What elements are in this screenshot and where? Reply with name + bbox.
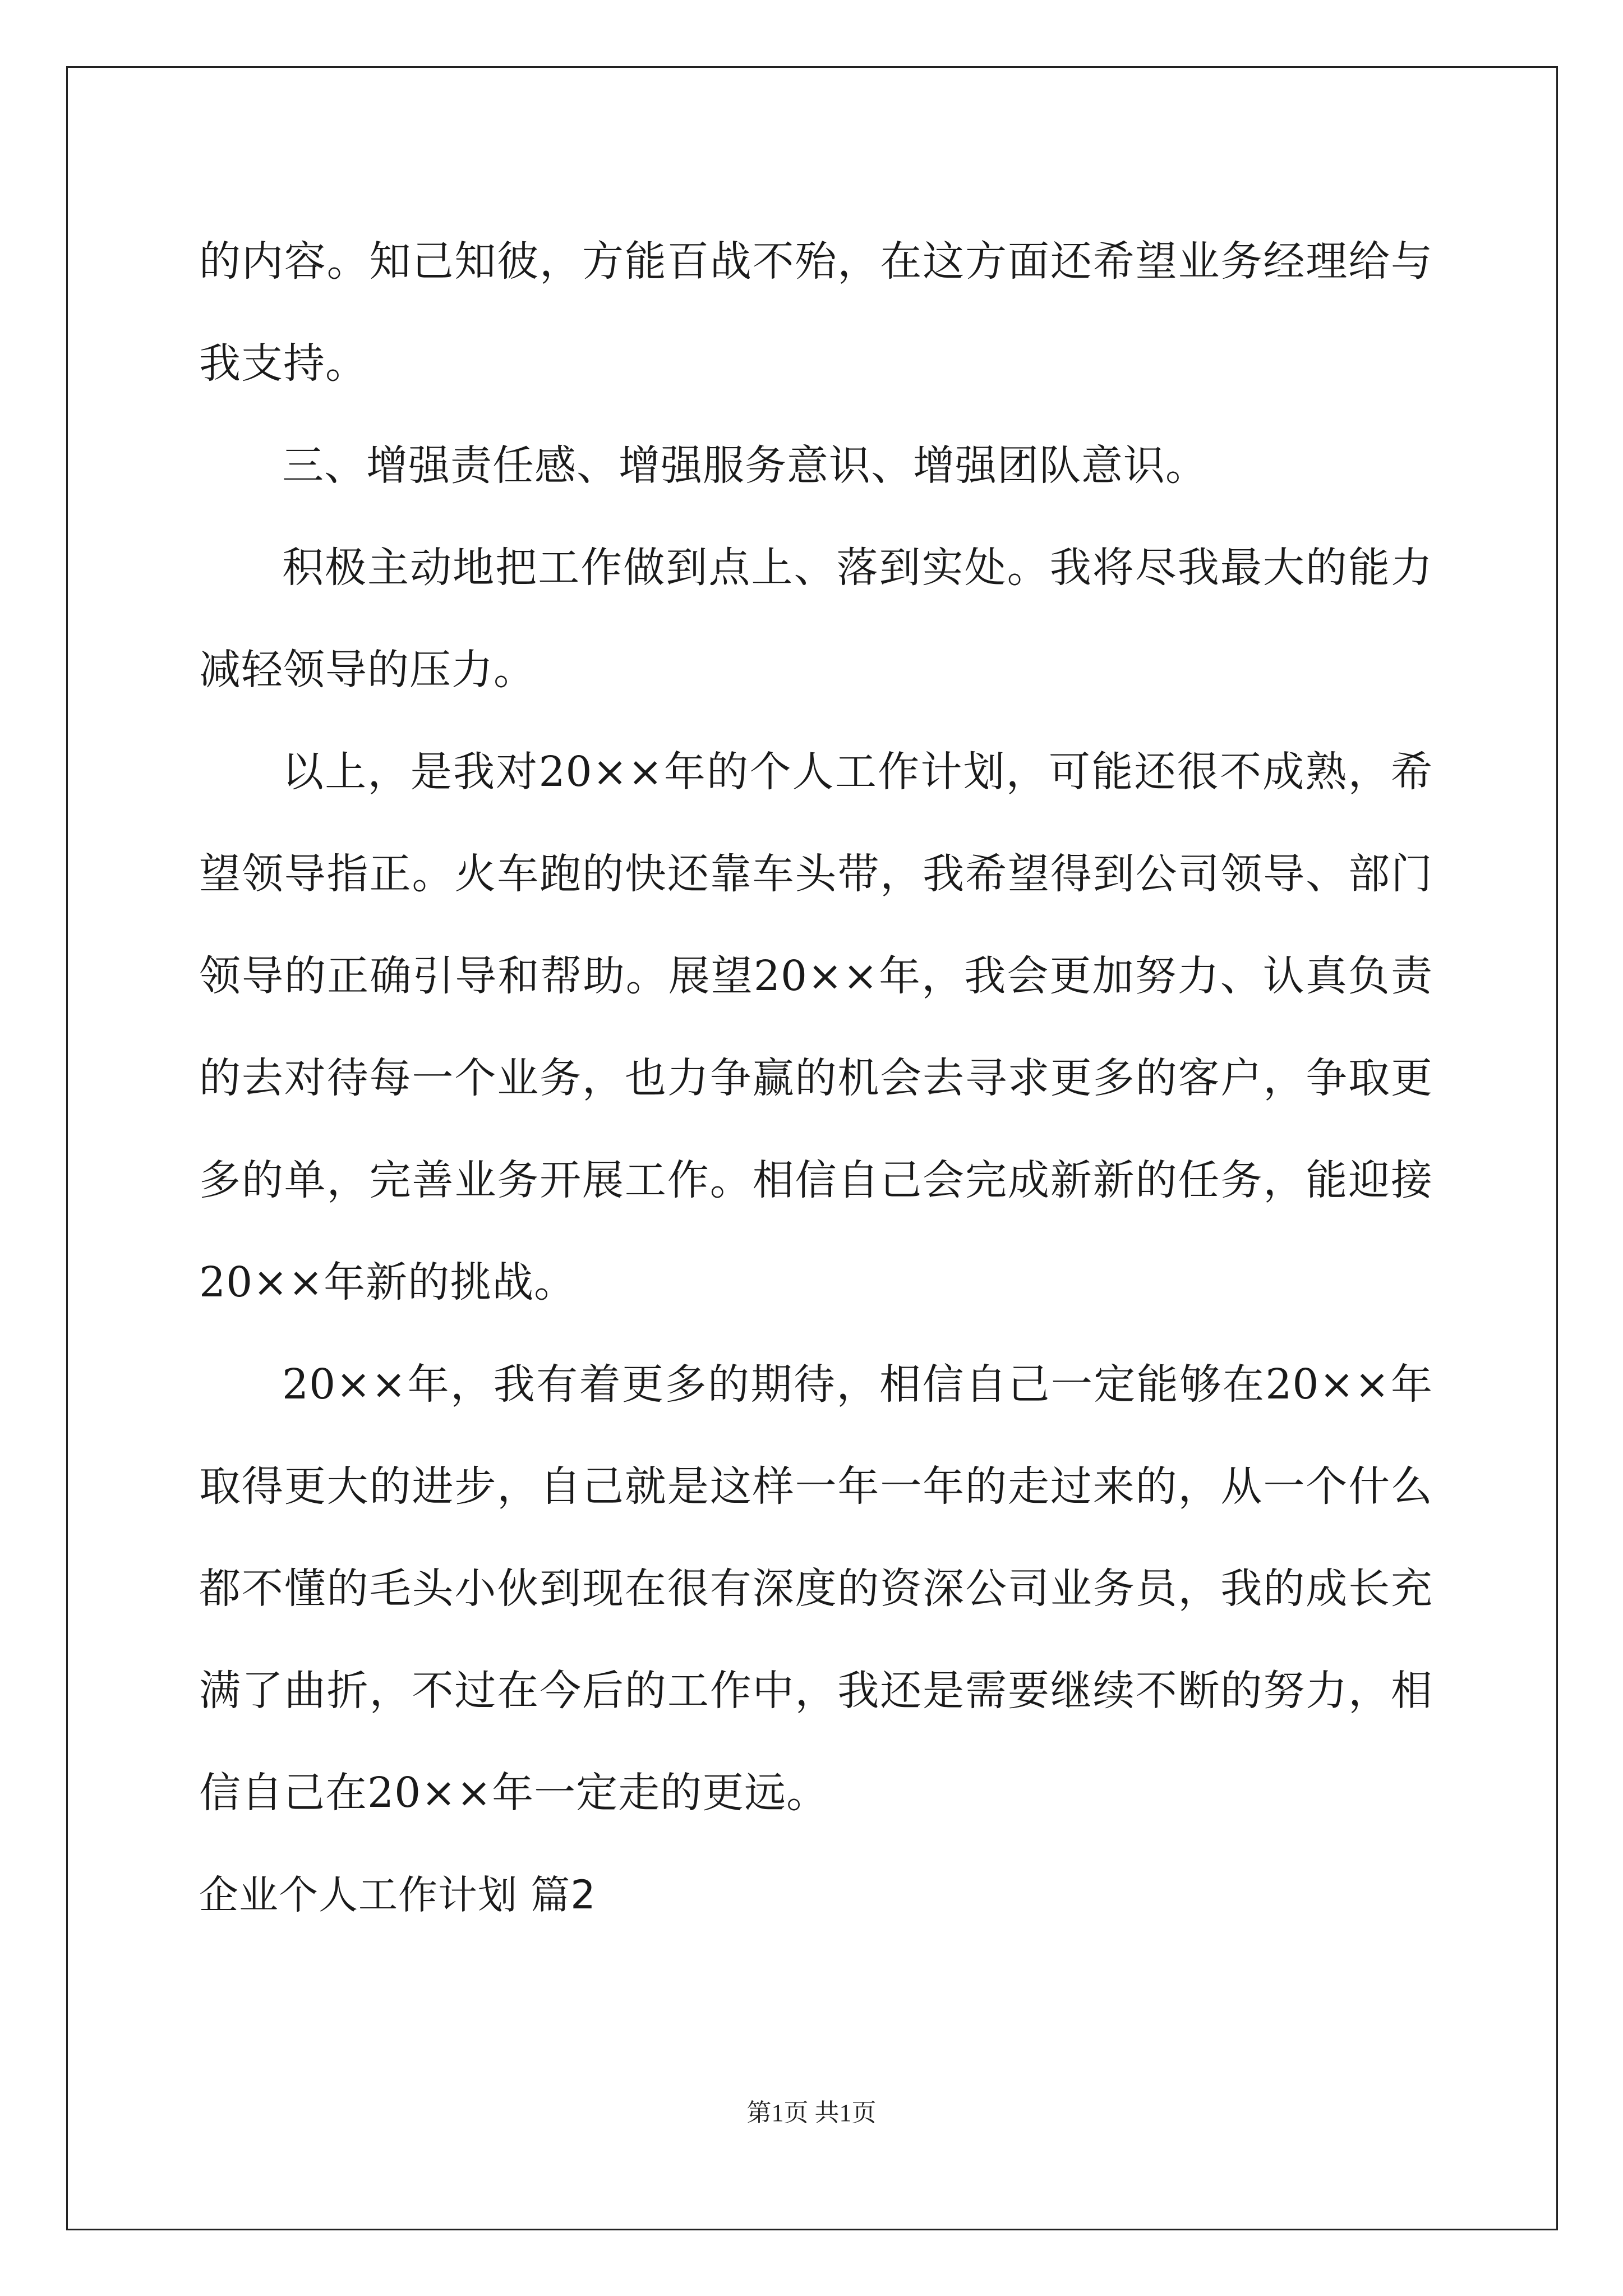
paragraph-summary: 以上，是我对20××年的个人工作计划，可能还很不成熟，希望领导指正。火车跑的快还靠车头带，我希望得到公司领导、部门领导的正确引导和帮助。展望20××年，我会更加努力、认真负责的去对待每一个业务，也力争赢的机会去寻求更多的客户，争取更多的单，完善业务开展工作。相信自己会完成新新的任务，能迎接20××年新的挑战。 <box>199 748 1433 1306</box>
paragraph-initiative: 积极主动地把工作做到点上、落到实处。我将尽我最大的能力减轻领导的压力。 <box>199 544 1433 694</box>
paragraph-continuation: 的内容。知己知彼，方能百战不殆，在这方面还希望业务经理给与我支持。 <box>199 237 1433 388</box>
page-number-footer: 第1页 共1页 <box>746 2099 877 2127</box>
paragraph-heading-three: 三、增强责任感、增强服务意识、增强团队意识。 <box>282 441 1207 490</box>
document-body <box>199 210 1433 1946</box>
section-heading: 企业个人工作计划 篇2 <box>199 1872 596 1918</box>
paragraph-expectation: 20××年，我有着更多的期待，相信自己一定能够在20××年取得更大的进步，自己就是这样一年一年的走过来的，从一个什么都不懂的毛头小伙到现在很有深度的资深公司业务员，我的成长充满了曲折，不过在今后的工作中，我还是需要继续不断的努力，相信自己在20××年一定走的更远。 <box>199 1360 1433 1817</box>
